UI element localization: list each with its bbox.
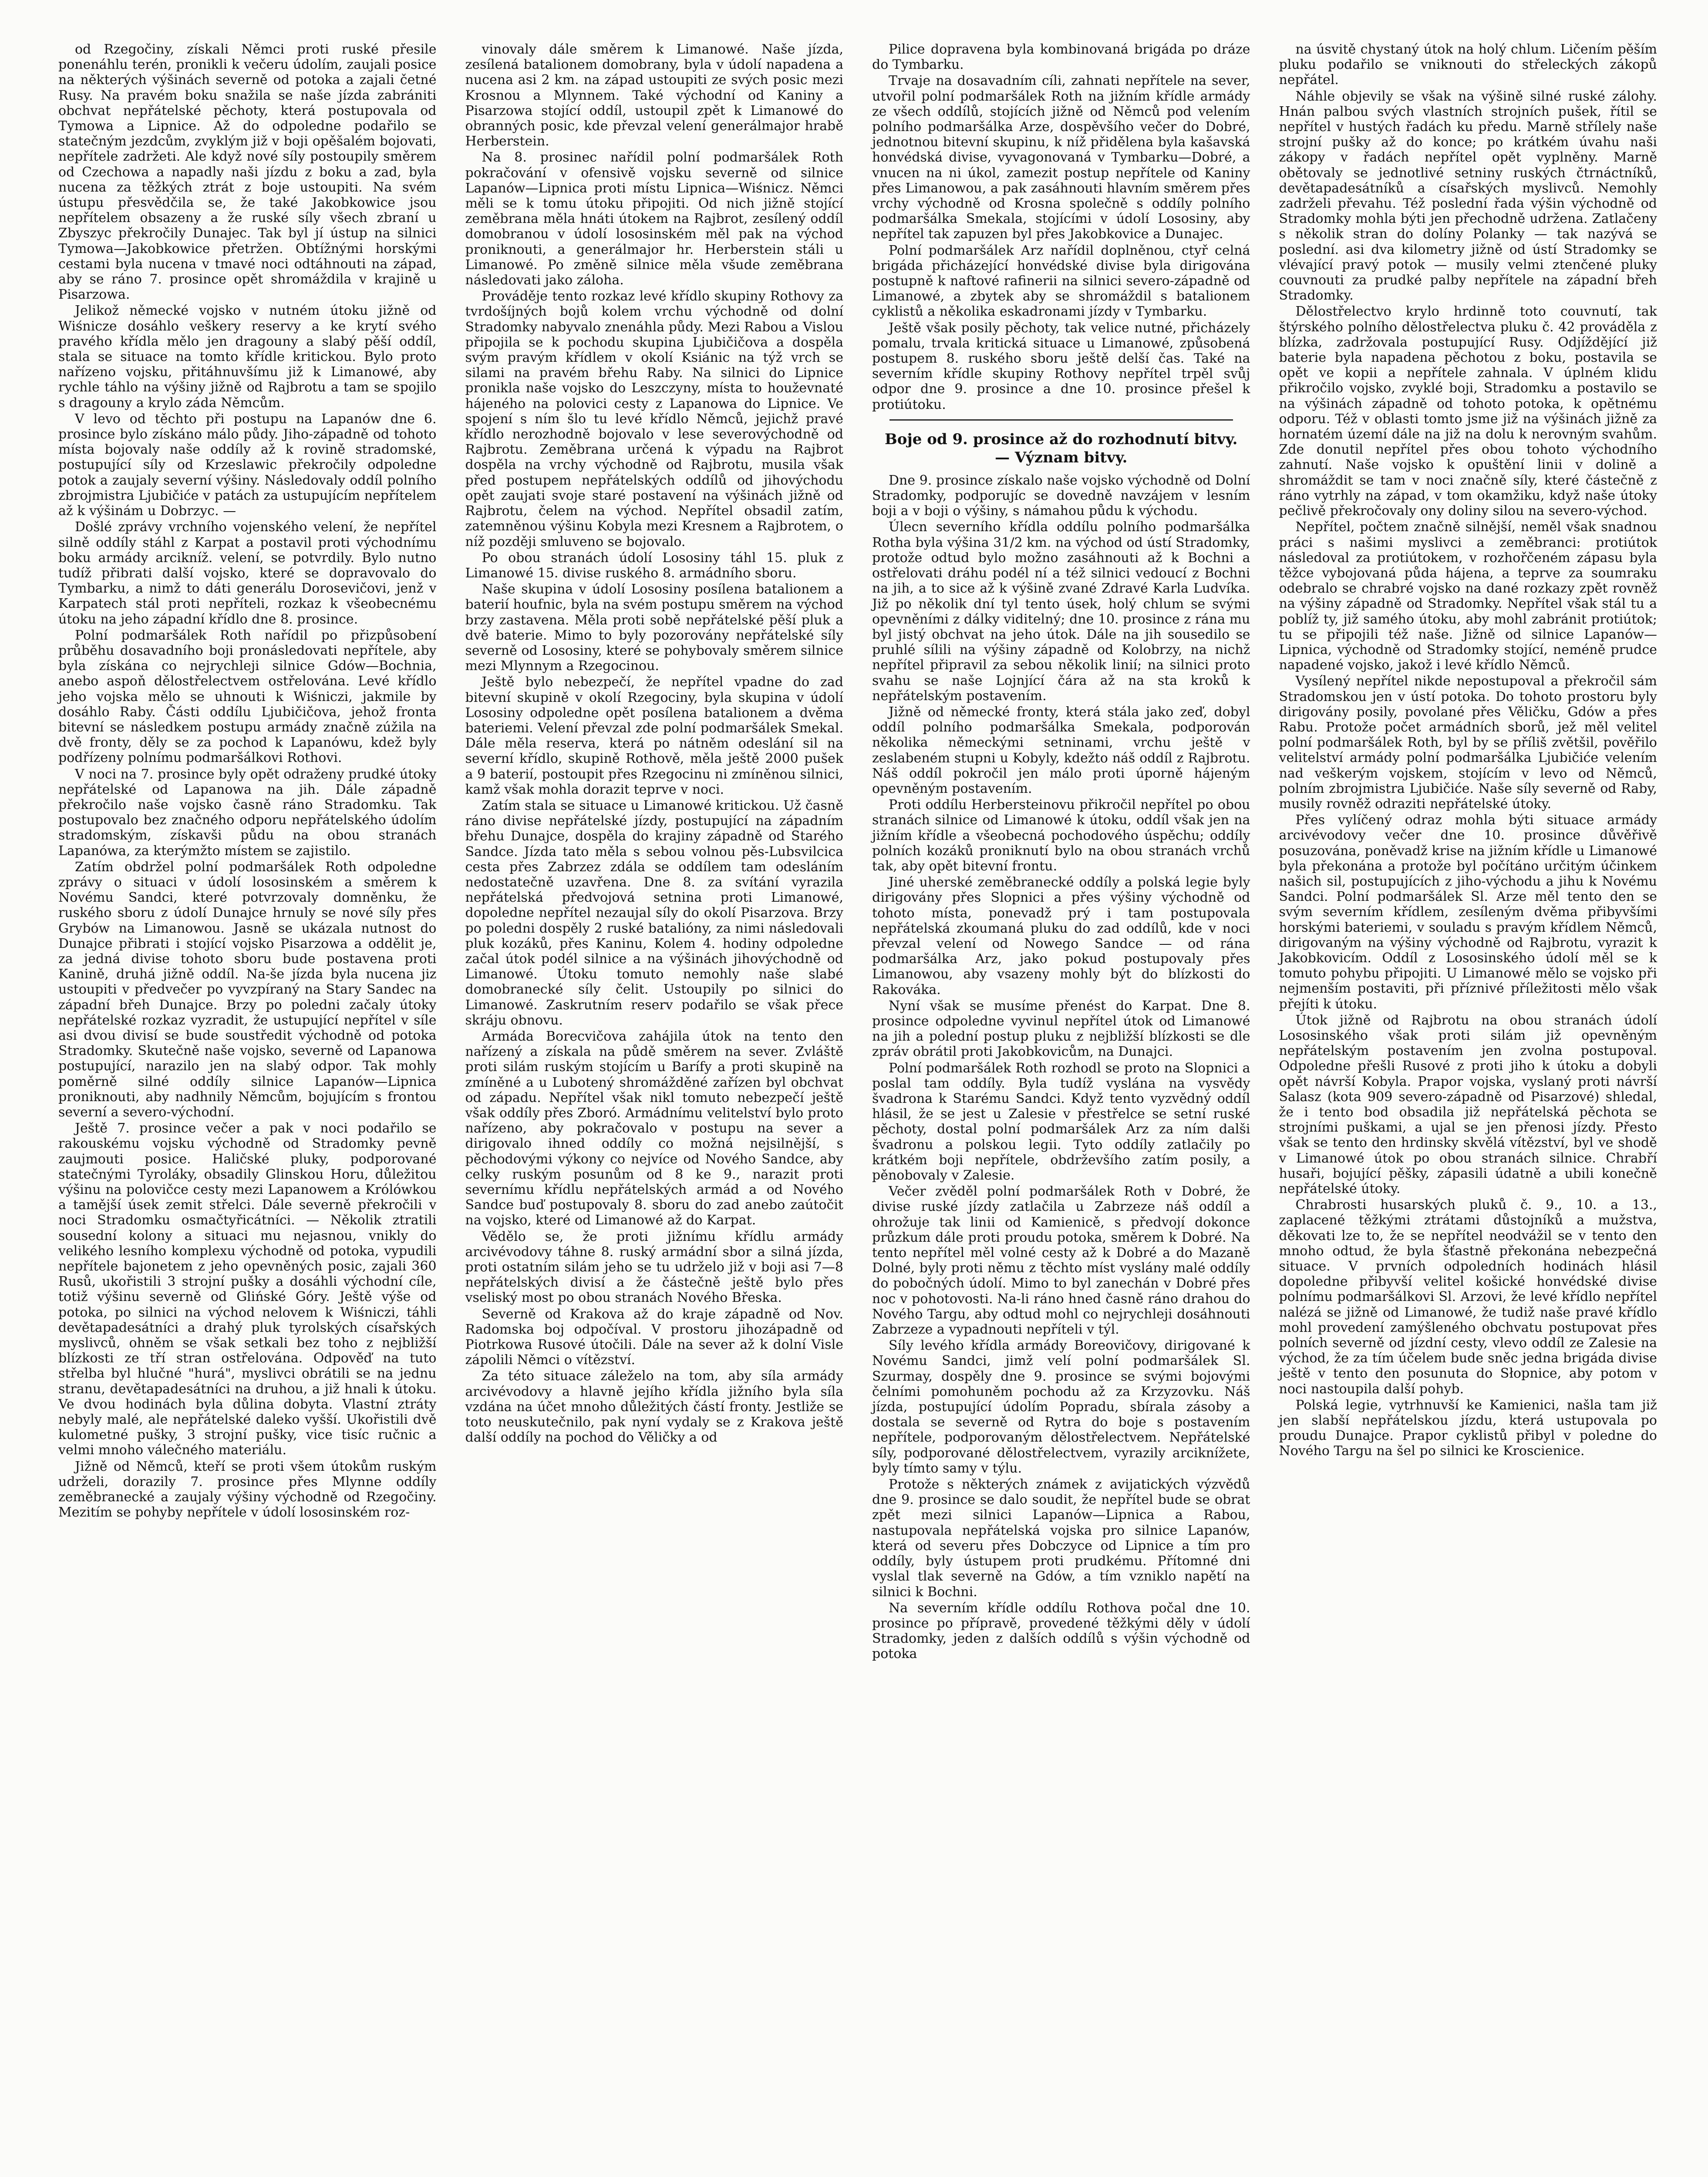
column-1-paragraph: Jižně od Němců, kteří se proti všem útokům ruským udrželi, dorazily 7. prosince přes Mlynne oddíly zeměbranecké a zaujaly výšiny východně od Rzegočiny. Mezitím se pohyby nepřítele v údolí lososinském roz- bbox=[58, 1459, 437, 1520]
column-1-paragraph: Polní podmaršálek Roth nařídil po přizpůsobení průběhu dosavadního boji pronásledovati nepřítele, aby byla získána co nejrychleji silnice Gdów—Bochnia, anebo aspoň dělostřelectvem ostřelována. Levé křídlo jeho vojska mělo se uhnouti k Wiśniczi, jakmile by dosáhlo Raby. Části oddílu Ljubičičova, jehož fronta bitevní se následkem postupu armády značně zúžila na dvě fronty, děly se za pochod k Lapanówu, kdež byly podřízeny polnímu podmaršálkovi Rothovi. bbox=[58, 627, 437, 766]
column-3-paragraph: Na severním křídle oddílu Rothova počal dne 10. prosince po přípravě, provedené těžkými děly v údolí Stradomky, jeden z dalších oddílů s výšin východně od potoka bbox=[872, 1600, 1250, 1662]
column-3-paragraph: Dne 9. prosince získalo naše vojsko východně od Dolní Stradomky, podporujíc se dovedně navzájem v lesním boji a v boji o výšiny, s námahou půdu k východu. bbox=[872, 472, 1250, 519]
column-1-paragraph: V levo od těchto při postupu na Lapanów dne 6. prosince bylo získáno málo půdy. Jiho-západně od tohoto místa bojovaly naše oddíly až k rovině stradomské, postupující síly od Krzeslawic překročily odpoledne potok a zaujaly severní výšiny. Následovaly oddíl polního zbrojmistra Ljubičiće v patách za ustupujícím nepřítelem až k výšinám u Dobrzyc. — bbox=[58, 411, 437, 519]
column-1-paragraph: Zatím obdržel polní podmaršálek Roth odpoledne zprávy o situaci v údolí lososinském a směrem k Novému Sandci, které potvrzovaly domněnku, že ruského sboru z údolí Dunajce hrnuly se nové síly přes Grybów na Limanowou. Jasně se ukázala nutnost do Dunajce přibrati i stojící vojsko Pisarzowa a oddělit je, za jedná divise tohoto sboru bude postavena proti Kanině, druhá jižně oddíl. Na-še jízda byla nucena jiz ustoupiti v předvečer po vyvzpíraný na Stary Sandec na západní břeh Dunajce. Brzy po poledni začaly útoky nepřátelské rozkaz vyzradit, že ustupující nepřítel v síle asi dvou divisí se bude soustředit východně od potoka Stradomky. Skutečně naše vojsko, severně od Lapanowa postupující, narazilo jen na slabý odpor. Tak mohly poměrně silné oddíly silnice Lapanów—Lipnica proniknouti, aby nadhnily Němcům, bojujícím s frontou severní a severo-východní. bbox=[58, 859, 437, 1120]
column-3 bbox=[866, 42, 1257, 2177]
column-2-paragraph: Na 8. prosinec nařídil polní podmaršálek Roth pokračování v ofensivě vojsku severně od silnice Lapanów—Lipnica proti místu Lipnica—Wiśnicz. Němci měli se k tomu útoku připojiti. Od nich jižně stojící zeměbrana měla hnáti útokem na Rajbrot, zesílený oddíl domobranou v údolí lososinském měl pak na východ proniknouti, a generálmajor hr. Herberstein stáli u Limanowé. Po změně silnice měla všude zeměbrana následovati jako záloha. bbox=[465, 150, 843, 288]
column-2-paragraph: Prováděje tento rozkaz levé křídlo skupiny Rothovy za tvrdošíjných bojů kolem vrchu východně od dolní Stradomky nabyvalo znenáhla půdy. Mezi Rabou a Vislou připojila se k pochodu skupina Ljubičičova a dospěla svým pravým křídlem v okolí Ksiánic na týž vrch se silami na pravém břehu Raby. Na silnici do Lipnice pronikla naše vojsko do Leszczyny, místa to houževnaté hájeného na polovici cesty z Lapanowa do Lipnice. Ve spojení s ním šlo tu levé křídlo Němců, jejichž pravé křídlo nerozhodně bojovalo v lese severovýchodně od Rajbrotu. Zeměbrana určená k výpadu na Rajbrot dospěla na vrchy východně od Rajbrotu, musila však před postupem nepřátelských oddílů od jihovýchodu opět zaujati svoje staré postavení na výšinách jižně od Rajbrotu, čelem na východ. Nepřítel obsadil zatím, zatemněnou výšinu Kobyla mezi Kresnem a Rajbrotem, o níž později smluveno se bojovalo. bbox=[465, 289, 843, 549]
column-3-paragraph: Síly levého křídla armády Boreovičovy, dirigované k Novému Sandci, jimž velí polní podmaršálek Sl. Szurmay, dospěly dne 9. prosince se svými bojovými čelními pomohuněm pochodu až za Krzyzovku. Náš jízda, postupující údolím Popradu, sbírala zásoby a dostala se severně od Rytra do boje s postavením nepřítele, podporovaným dělostřelectvem. Nepřátelské síly, podporované dělostřelectvem, vyrazily arciknížete, byly tímto samy v týlu. bbox=[872, 1338, 1250, 1476]
column-4-paragraph: Dělostřelectvo krylo hrdinně toto couvnutí, tak štýrského polního dělostřelectva pluku č. 42 prováděla z blízka, zadržovala postupující Rusy. Odjíždějící již baterie byla napadena pěchotou z boku, postavila se opět ve kopii a nepřítele zahnala. V úplném klidu přikročilo vojsko, zvyklé boji, Stradomku a postavilo se na výšinách západně od tohoto potoka, k opětnému odporu. Též v oblasti tomto jsme již na výšinách jižně za hornatém území dále na již na dolu k nerovným svahům. Zde donutil nepřítel přes obou tohoto východního zahnutí. Naše vojsko k opuštění linii v dolině a shromáždit se tam v noci značně síly, které částečně z ráno vytrhly na západ, v tom okamžiku, když naše útoky pečlivě překročovaly ony doliny silou na severo-východ. bbox=[1279, 304, 1657, 519]
column-3-paragraph: Polní podmaršálek Arz nařídil doplněnou, ctyř celná brigáda přicházející honvédské divise byla dirigována postupně k naftové rafinerii na silnici severo-západně od Limanowé, a zbytek aby se shromáždil s batalionem cyklistů a několika eskadronami jízdy v Tymbarku. bbox=[872, 243, 1250, 320]
column-4-paragraph: Chrabrosti husarských pluků č. 9., 10. a 13., zaplacené těžkými ztrátami důstojníků a mužstva, děkovati lze to, že se nepřítel neodvážil se v tento den mnoho odtud, že byla šťastně překonána nebezpečná situace. V prvních odpoledních hodinách hlásil dopoledne přibyvší velitel košické honvédské divise polnímu podmaršálkovi Sl. Arzovi, že levé křídlo nepřítel nalézá se jižně od Limanowé, že tudiž naše pravé křídlo mohl provedení zamýšleného obchvatu postupovat přes polních severně od jízdní cesty, vlevo oddíl ze Zalesie na východ, že za tím účelem bude sněc jedna brigáda divise ještě v tento den posunuta do Słopnice, aby potom v noci nastoupila další pohyb. bbox=[1279, 1197, 1657, 1397]
column-3-paragraph: Jižně od německé fronty, která stála jako zeď, dobyl oddíl polního podmaršálka Smekala, podporován několika německými setninami, vrchu ještě v zeslabeném stupni u Kobyly, kdežto náš oddíl z Rajbrotu. Náš oddíl pokročil jen málo proti úporně hájeným opevněným postavením. bbox=[872, 704, 1250, 796]
column-3-paragraph: Jiné uherské zeměbranecké oddíly a polská legie byly dirigovány přes Slopnici a přes výšiny východně od tohoto místa, ponevadž prý i tam postupovala nepřátelská zkoumaná pluku do zad oddílů, kde v noci převzal velení od Nowego Sandce — od rána podmaršálka Arz, jako pokud postupovaly přes Limanowou, aby vsazeny mohly být do blízkosti do Rakováka. bbox=[872, 875, 1250, 998]
column-3-paragraph: Pilice dopravena byla kombinovaná brigáda po dráze do Tymbarku. bbox=[872, 42, 1250, 73]
section-rule-top bbox=[889, 419, 1233, 421]
section-title-line-2: — Význam bitvy. bbox=[995, 448, 1128, 466]
column-2-paragraph: Severně od Krakova až do kraje západně od Nov. Radomska boj odpočíval. V prostoru jihozápadně od Piotrkowa Rusové útočili. Dále na sever až k dolní Visle zápolili Němci o vítězství. bbox=[465, 1306, 843, 1368]
column-1-paragraph: V noci na 7. prosince byly opět odraženy prudké útoky nepřátelské od Lapanowa na jih. Dále západně překročilo naše vojsko časně ráno Stradomku. Tak postupovalo bez značného odporu nepřátelského údolím stradomským, získavši půdu na obou stranách Lapanówa, za kterýmžto místem se zajistilo. bbox=[58, 766, 437, 859]
column-2-paragraph: vinovaly dále směrem k Limanowé. Naše jízda, zesílená batalionem domobrany, byla v údolí napadena a nucena asi 2 km. na západ ustoupiti ze svých posic mezi Krosnou a Mlynnem. Také východní od Kaniny a Pisarzowa stojící oddíl, ustoupil zpět k Limanowé do obranných posic, kde převzal velení generálmajor hrabě Herberstein. bbox=[465, 42, 843, 149]
column-4-paragraph: Útok jižně od Rajbrotu na obou stranách údolí Lososinského však proti silám již opevněným nepřátelským postavením jen zvolna postupoval. Odpoledne přešli Rusové z proti jiho k útoku a dobyli opět návrší Kobyla. Prapor vojska, vyslaný proti návrší Salasz (kota 909 severo-západně od Pisarzové) shledal, že i tento bod obsadila již nepřátelská pěchota se strojními puškami, a ujal se jen přenosi jízdy. Přesto však se tento den hrdinsky skvělá vítězství, byl ve shodě v Limanowé útok po obou stranách silnice. Chrabří husaři, bojující pěšky, zápasili údatně a ubili konečně nepřátelské útoky. bbox=[1279, 1012, 1657, 1197]
column-4 bbox=[1273, 42, 1664, 2177]
column-2 bbox=[459, 42, 850, 2177]
section-title-line-1: Boje od 9. prosince až do rozhodnutí bitvy. bbox=[885, 430, 1238, 448]
column-4-paragraph: Nepřítel, počtem značně silnější, neměl však snadnou práci s našimi myslivci a zeměbranci: protiútok následoval za protiútokem, v rozhořčeném zápasu byla těžce vybojovaná půda hájena, a teprve za soumraku odebralo se chrabré vojsko na dané rozkazy zpět rovněž na výšiny západně od Stradomky. Nepřítel však stál tu a poblíž ty, již samého útoku, aby mohl zabránit protiútok; tu se připojili též naše. Jižně od silnice Lapanów—Lipnica, východně od Stradomky stojící, neméně prudce napadené vojsko, jakož i levé křídlo Němců. bbox=[1279, 519, 1657, 673]
column-2-paragraph: Naše skupina v údolí Lososiny posílena batalionem a baterií houfnic, byla na svém postupu směrem na východ brzy zastavena. Měla proti sobě nepřátelské pěší pluk a dvě baterie. Mimo to byly pozorovány nepřátelské síly severně od Lososiny, které se pohybovaly směrem silnice mezi Mlynnym a Rzegocinou. bbox=[465, 582, 843, 674]
column-3-paragraph: Nyní však se musíme přenést do Karpat. Dne 8. prosince odpoledne vyvinul nepřítel útok od Limanowé na jih a polední postup pluku z nejbližší blízkosti se dle zpráv obrátil proti Jakobkovicům, na Dunajci. bbox=[872, 998, 1250, 1060]
column-1-paragraph: Došlé zprávy vrchního vojenského velení, že nepřítel silně oddíly stáhl z Karpat a postavil proti východnímu boku armády arcikníž. velení, se potvrdily. Bylo nutno tudíž přibrati další vojsko, které se dopravovalo do Tymbarku, a nimž to dáti generálu Dorosevičovi, jenž v Karpatech stál proti nepříteli, rozkaz k všeobecnému útoku na jeho západní křídlo dne 8. prosince. bbox=[58, 519, 437, 627]
column-1-paragraph: od Rzegočiny, získali Němci proti ruské přesile ponenáhlu terén, pronikli k večeru údolím, zaujali posice na některých výšinách severně od potoka a zajali četné Rusy. Na pravém boku snažila se naše jízda zabrániti obchvat nepřátelské pěchoty, která postupovala od Tymowa a Lipnice. Až do odpoledne podařilo se statečným jezdcům, zvyklým již v boji opěšalém bojovati, nepřítele zadržeti. Ale když nové síly postoupily směrem od Czechowa a napadly naši jízdu z boku a zad, byla nucena za těžkých ztrát z boje ustoupiti. Na svém ústupu přesvědčila se, že také Jakobkowice jsou nepřítelem obsazeny a že ruské síly všech zbraní u Zbyszyc překročily Dunajec. Tak byl jí ústup na silnici Tymowa—Jakobkowice přetržen. Obtížnými horskými cestami byla nucena v tmavé noci odtáhnouti na západ, aby se ráno 7. prosince opět shromáždila v krajině u Pisarzowa. bbox=[58, 42, 437, 303]
column-4-paragraph: Vysílený nepřítel nikde nepostupoval a překročil sám Stradomskou jen v ústí potoka. Do tohoto prostoru byly dirigovány posily, povolané přes Věličku, Gdów a přes Rabu. Protože počet armádních sborů, jež měl velitel polní podmaršálek Roth, byl by se příliš zvětšil, pověřilo velitelství armády polní podmaršálka Ljubičiće velením nad veškerým vojskem, stojícím v levo od Němců, polním zbrojmistra Ljubičiće. Naše síly severně od Raby, musily rovněž odraziti nepřátelské útoky. bbox=[1279, 674, 1657, 812]
column-2-paragraph: Vědělo se, že proti jižnímu křídlu armády arcivévodovy táhne 8. ruský armádní sbor a silná jízda, proti ostatním silám jeho se tu udrželo již v boji asi 7—8 nepřátelských divisí a že částečně ještě bylo přes vseliský most po obou stranách Nového Břeska. bbox=[465, 1229, 843, 1306]
column-2-paragraph: Zatím stala se situace u Limanowé kritickou. Už časně ráno divise nepřátelské jízdy, postupující na západním břehu Dunajce, dospěla do krajiny západně od Starého Sandce. Jízda tato měla s sebou volnou pěs-Lubsvilcica cesta přes Zabrzez zdála se oddílem tam odesláním nedostatečně uzavřena. Dne 8. za svítání vyrazila nepřátelská předvojová setnina proti Limanowé, dopoledne nepřítel nezaujal síly do okolí Pisarzova. Brzy po poledni dospěly 2 ruské batalióny, za nimi následovali pluk kozáků, přes Kaninu, Kolem 4. hodiny odpoledne začal útok podél silnice a na výšinách jihovýchodně od Limanowé. Útoku tomuto nemohly naše slabé domobranecké síly čelit. Ustoupily po silnici do Limanowé. Zaskrutním reserv podařilo se však přece skráju obnovu. bbox=[465, 798, 843, 1028]
column-4-paragraph: Polská legie, vytrhnuvší ke Kamienici, našla tam již jen slabší nepřátelskou jízdu, která ustupovala po proudu Dunajce. Prapor cyklistů přibyl v poledne do Nového Targu na šel po silnici ke Kroscienice. bbox=[1279, 1397, 1657, 1459]
column-2-paragraph: Ještě bylo nebezpečí, že nepřítel vpadne do zad bitevní skupině v okolí Rzegociny, byla skupina v údolí Lososiny odpoledne opět posílena batalionem a dvěma bateriemi. Velení převzal zde polní podmaršálek Smekal. Dále měla reserva, která po nátněm odeslání sil na severní křídlo, skupině Rothově, měla ještě 2000 pušek a 9 baterií, postoupit přes Rzegocinu ni zmíněnou silnici, kamž však mohla dorazit teprve v noci. bbox=[465, 674, 843, 797]
column-1-paragraph: Jelikož německé vojsko v nutném útoku jižně od Wiśnicze dosáhlo veškery reservy a ke krytí svého pravého křídla mělo jen dragouny a slabý pěší oddíl, stala se situace na tomto křídle kritickou. Bylo proto nařízeno vojsku, přitáhnuvšímu již k Limanowé, aby rychle táhlo na výšiny jižně od Rajbrotu a tam se spojilo s dragouny a krylo záda Němcům. bbox=[58, 303, 437, 411]
column-3-paragraph: Proti oddílu Herbersteinovu přikročil nepřítel po obou stranách silnice od Limanowé k útoku, oddíl však jen na jižním křídle a všeobecná pochodového úspěchu; oddíly polních kozáků proniknutí bylo na obou stranách vrchů tak, aby opět bitevní frontu. bbox=[872, 797, 1250, 874]
page-body bbox=[52, 42, 1663, 2177]
column-3-paragraph: Ještě však posily pěchoty, tak velice nutné, přicházely pomalu, trvala kritická situace u Limanowé, způsobená postupem 8. ruského sboru ještě delší čas. Také na severním křídle skupiny Rothovy nepřítel trpěl svůj odpor dne 9. prosince a dne 10. prosince přešel k protiútoku. bbox=[872, 320, 1250, 412]
column-2-paragraph: Za této situace záleželo na tom, aby síla armády arcivévodovy a hlavně jejího křídla jižního byla síla vzdána na účet mnoho důležitých částí fronty. Jestliže se toto neuskutečnilo, pak nyní vydaly se z Krakova ještě další oddíly na pochod do Věličky a od bbox=[465, 1368, 843, 1446]
column-2-paragraph: Armáda Borecvičova zahájila útok na tento den nařízený a získala na půdě směrem na sever. Zvláště proti silám ruským stojícím u Barífy a proti skupině na zmíněné a u Lubotený shromážděné zařízen byl obchvat od západu. Nepřítel však nikl tomuto nebezpečí ještě však oddíly přes Zboró. Armádnímu velitelství bylo proto nařízeno, aby pokračovalo v postupu na sever a dirigovalo ihned oddíly co možná nejsilnější, s pěchodovými výkony co nejvíce od Nového Sandce, aby celky ruským posunům od 8 ke 9., narazit proti severnímu křídlu nepřátelských armád a od Nového Sandce buď postupovaly 8. sboru do zad anebo zaútočit na vojsko, které od Limanowé až do Karpat. bbox=[465, 1029, 843, 1228]
column-4-paragraph: Přes vylíčený odraz mohla býti situace armády arcivévodovy večer dne 10. prosince důvěřivě posuzována, poněvadž krise na jižním křídle u Limanowé byla překonána a protože byl počítáno určitým účinkem našich sil, postupujících z jiho-východu a jihu k Novému Sandci. Polní podmaršálek Sl. Arze měl tento den se svým severním křídlem, zesíleným dvěma přibyvšími horskými bateriemi, v souladu s pravým křídlem Němců, dirigovaným na výšiny východně od Rajbrotu, vyrazit k Jakobkovicím. Oddíl z Lososinského údolí měl se k tomuto pohybu připojiti. U Limanowé mělo se vojsko při nejmenším postaviti, při příznivé příležitosti mělo však přejíti k útoku. bbox=[1279, 812, 1657, 1012]
column-3-paragraph: Polní podmaršálek Roth rozhodl se proto na Slopnici a poslal tam oddíly. Byla tudíž vyslána na vysvědy švadrona k Starému Sandci. Když tento vyzvědný oddíl hlásil, že se jest u Zalesie v přestřelce se setní ruské pěchoty, dostal polní podmaršálek Arz za ním dalši švadronu a polskou legii. Tyto oddíly zatlačily po krátkém boji nepřítele, obdrževšího zatím posily, a pěnobovaly v Zalesie. bbox=[872, 1060, 1250, 1183]
column-2-paragraph: Po obou stranách údolí Lososiny táhl 15. pluk z Limanowé 15. divise ruského 8. armádního sboru. bbox=[465, 550, 843, 581]
column-1-paragraph: Ještě 7. prosince večer a pak v noci podařilo se rakouskému vojsku východně od Stradomky pevně zaujmouti posice. Haličské pluky, podporované statečnými Tyroláky, obsadily Glinskou Horu, důležitou výšinu na polovičce cesty mezi Lapanowem a Królówkou a tamější úsek zemit střelci. Dále severně překročili v noci Stradomku osmačtyřicátníci. — Několik ztratili sousední kolony a situaci mu nejasnou, vnikly do velikého lesního komplexu východně od potoka, vypudili nepřítele bajonetem z jeho opevněných posic, zajali 360 Rusů, ukořistili 3 strojní pušky a dosáhli východní cíle, totiž výšinu severně od Glińské Góry. Ještě výše od potoka, po silnici na východ nelovem k Wiśniczi, táhli devětapadesátníci a drahý pluk tyrolských císařských myslivců, ohněm se však setkali bez toho z nejbližší blízkosti ze tří stran ostřelována. Odpověď na tuto střelba byl hlučné "hurá", myslivci obrátili se na jednu stranu, devětapadesátníci na druhou, a již hnali k útoku. Ve dvou hodinách byla důlina dobyta. Vlastní ztráty nebyly malé, ale nepřátelské daleko vyšší. Ukořistili dvě kulometné pušky, 3 strojní pušky, vice tisíc ručnic a velmi mnoho válečného materiálu. bbox=[58, 1121, 437, 1458]
column-1 bbox=[52, 42, 443, 2177]
column-3-paragraph: Protože s některých známek z avijatických výzvědů dne 9. prosince se dalo soudit, že nepřítel bude se obrat zpět mezi silnici Lapanów—Lipnica a Rabou, nastupovala nepřátelská vojska pro silnice Lapanów, která od severu přes Dobczyce od Lipnice a tím pro oddíly, byly ústupem proti prudkému. Přítomné dni vyslal tlak severně na Gdów, a tím vzniklo napětí na silnici k Bochni. bbox=[872, 1477, 1250, 1600]
column-4-paragraph: na úsvitě chystaný útok na holý chlum. Ličením pěším pluku podařilo se vniknouti do střeleckých zákopů nepřátel. bbox=[1279, 42, 1657, 88]
column-3-paragraph: Úlecn severního křídla oddílu polního podmaršálka Rotha byla výšina 31/2 km. na východ od ústí Stradomky, protože odtud bylo možno zasáhnouti až k Bochni a ostřelovati dráhu podél ní a též silnici vedoucí z Bochni na jih, a to sice až k výšině zvané Zdravé Karla Ludvíka. Již po několik dní tyl tento úsek, holý chlum se svými opevněními z dálky viditelný; dne 10. prosince z rána mu byl jistý obchvat na jeho útok. Dále na jih sousedilo se pruhlé sílili na výšiny západně od Kolobrzy, na nichž nepřítel připravil za sebou několik linií; na silnici proto svahu se naše Lojnjící čára až na sta kroků k nepřátelským postavením. bbox=[872, 519, 1250, 704]
column-3-paragraph: Večer zvěděl polní podmaršálek Roth v Dobré, že divise ruské jízdy zatlačila u Zabrzeze náš oddíl a ohrožuje tak linii od Kamienicě, s předvojí dokonce průzkum dále proti proudu potoka, směrem k Dobré. Na tento nepřítel měl volné cesty až k Dobré a do Mazaně Dolné, byly proti němu z těchto míst vyslány malé oddíly do pobočných údolí. Mimo to byl zanechán v Dobré přes noc v pohotovosti. Na-li ráno hned časně ráno drahou do Nového Targu, aby odtud mohl co nejrychleji dosáhnouti Zabrzeze a vypadnouti nepříteli v týl. bbox=[872, 1184, 1250, 1338]
section-title bbox=[872, 430, 1250, 467]
column-3-paragraph: Trvaje na dosavadním cíli, zahnati nepřítele na sever, utvořil polní podmaršálek Roth na jižním křídle armády ze všech oddílů, stojících jižně od Němců pod velením polního podmaršálka Arze, dospěvšího večer do Dobré, jednotnou bitevní skupinu, k níž přidělena byla kašavská honvédská divise, vyvagonovaná v Tymbarku—Dobré, a vnucen na ni úkol, zamezit postup nepřítele od Kaniny přes Limanowou, a pak zasáhnouti hlavním směrem přes vrchy východně od Krosna společně s oddíly polního podmaršálka Smekala, stojícími v údolí Lososiny, aby nepřítel tak zapuzen byl přes Jakobkovice a Dunajec. bbox=[872, 73, 1250, 242]
column-4-paragraph: Náhle objevily se však na výšině silné ruské zálohy. Hnán palbou svých vlastních strojních pušek, řítil se nepřítel v hustých řadách ku předu. Marně střílely naše strojní pušky až do konce; po krátkém úvahu naši zákopy v řadách nepřítel opět vyplněny. Marně obětovaly se jednotlivé setniny ruských čtrnáctníků, devětapadesátníků a císařských myslivců. Nemohly zadrželi převahu. Též poslední řada výšin východně od Stradomky mohla býti jen přechodně udržena. Zatlačeny s několik stran do dolíny Polanky — tak nazývá se poslední. asi dva kilometry jižně od ústí Stradomky se vlévající pravý potok — musily velmi ztenčené pluky couvnouti za prudké palby nepřítele na západní břeh Stradomky. bbox=[1279, 88, 1657, 303]
